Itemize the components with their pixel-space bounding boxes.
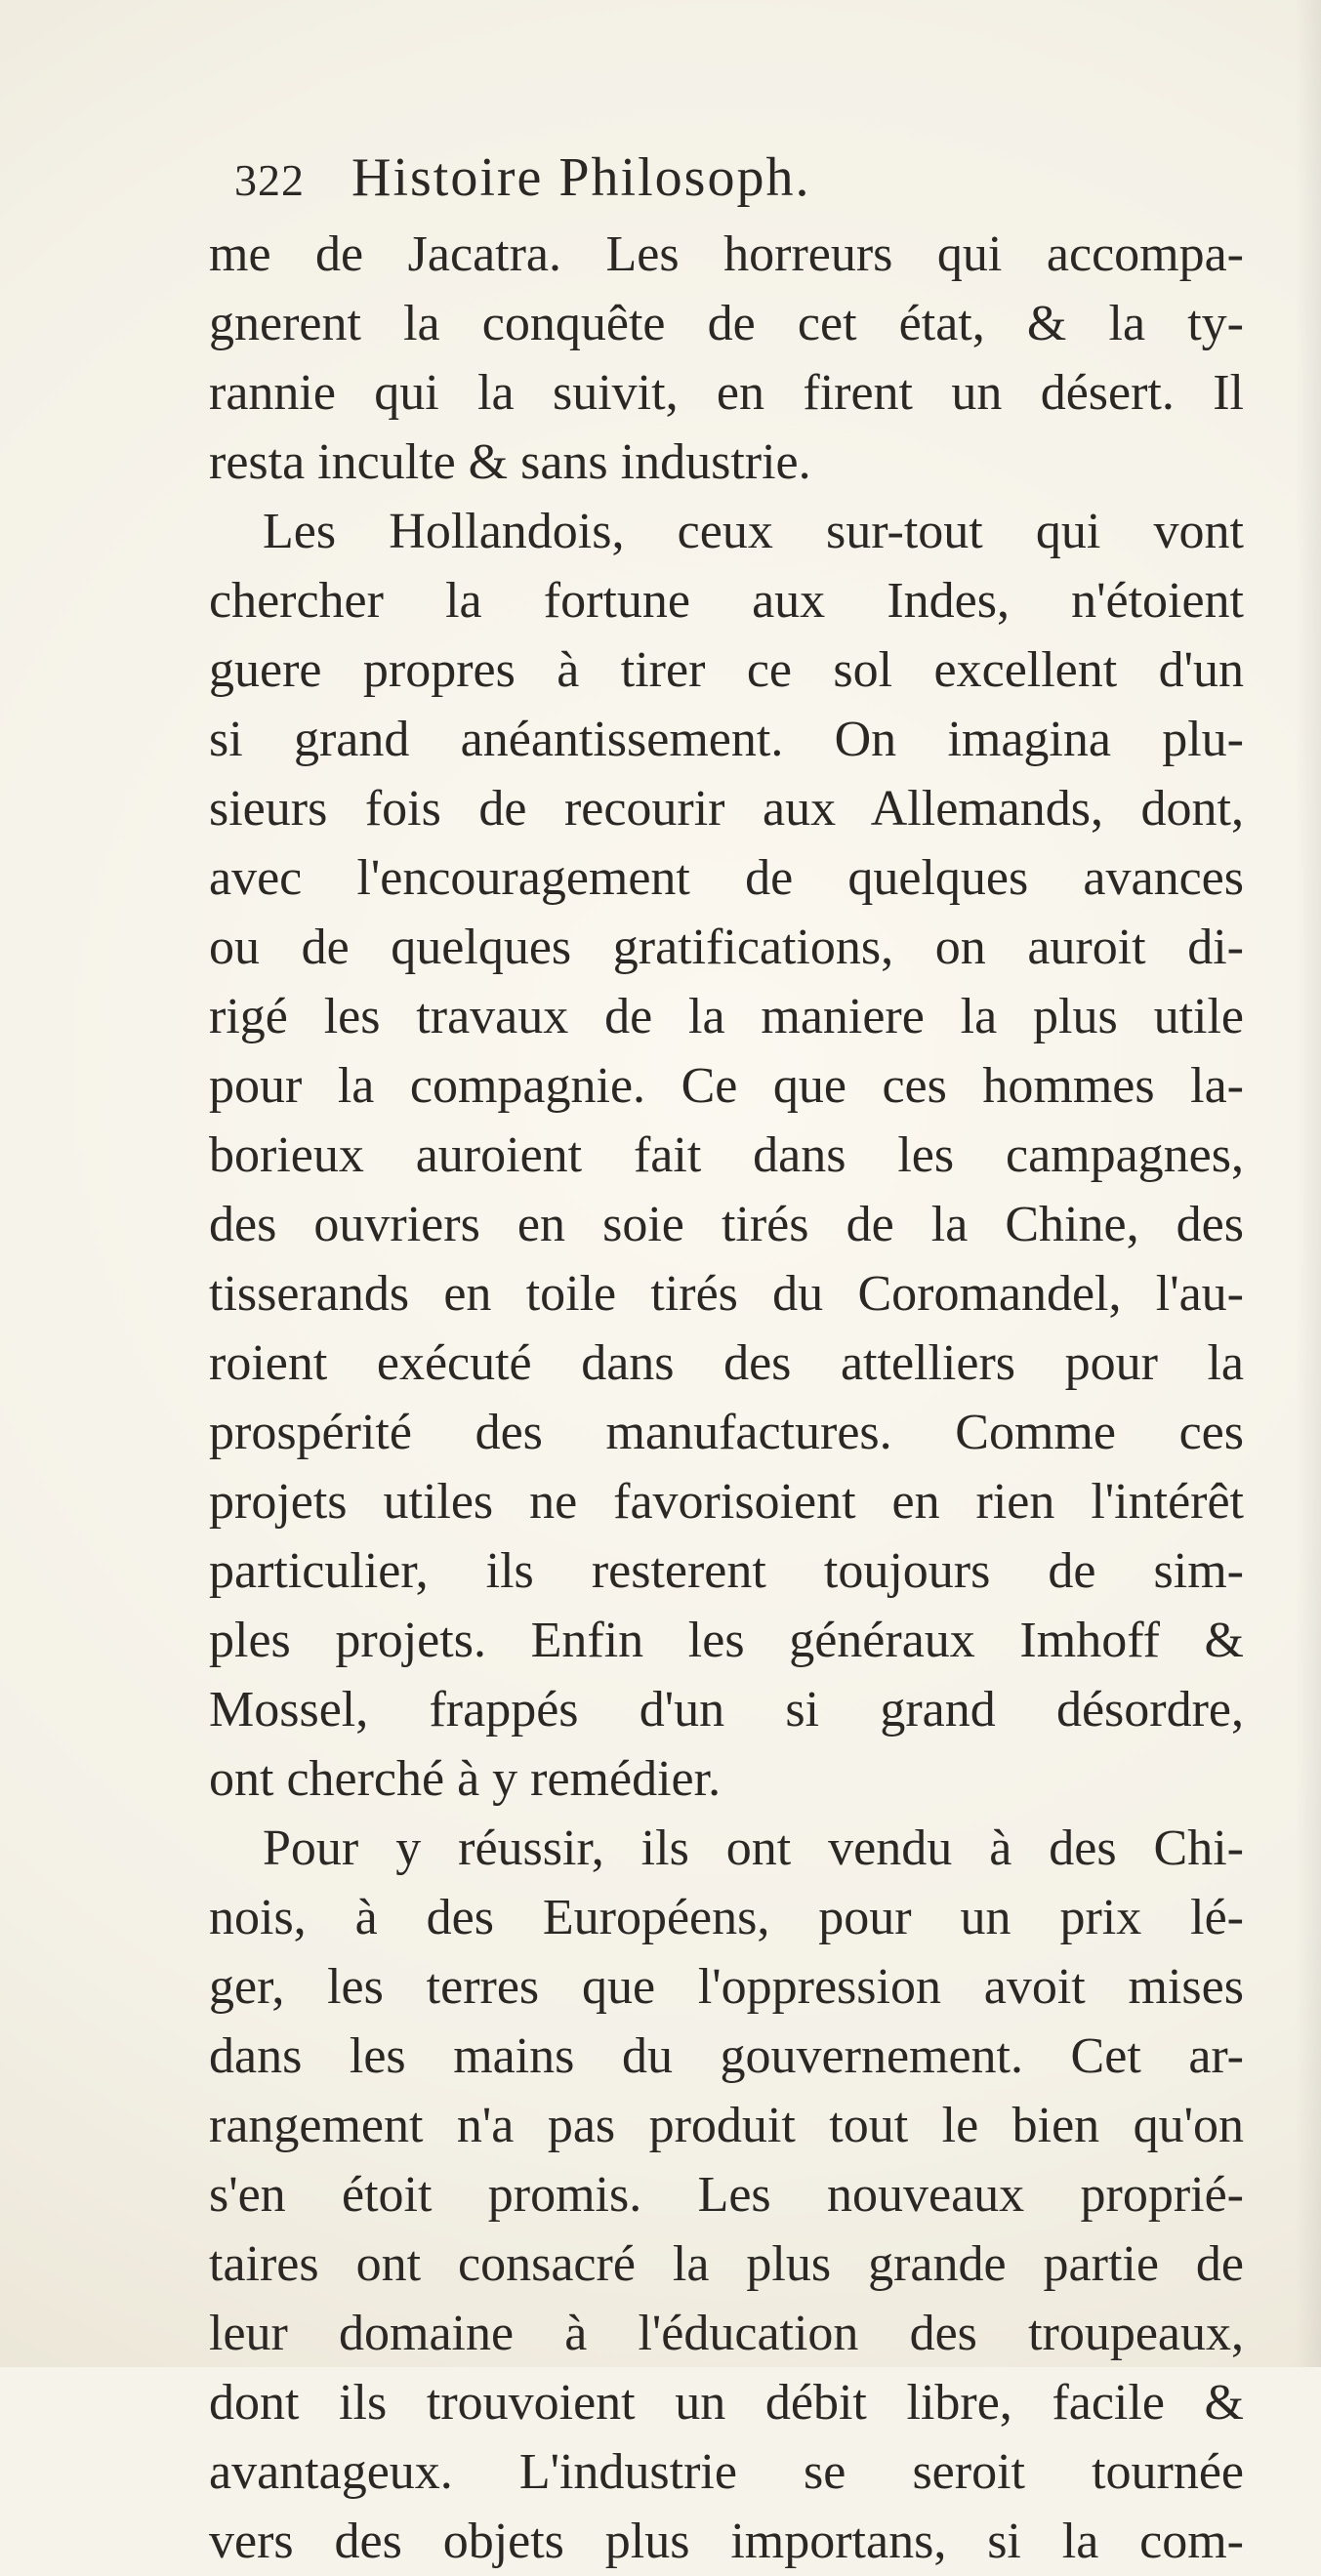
text-line: Pour y réussir, ils ont vendu à des Chi-: [263, 1820, 1244, 1876]
text-line: guere propres à tirer ce sol excellent d'un: [209, 642, 1244, 698]
text-line: nois, à des Européens, pour un prix lé-: [209, 1890, 1244, 1945]
text-line: ples projets. Enfin les généraux Imhoff &: [209, 1613, 1244, 1668]
running-header: [234, 146, 1191, 215]
text-line: Les Hollandois, ceux sur-tout qui vont: [263, 504, 1244, 559]
text-line: Mossel, frappés d'un si grand désordre,: [209, 1682, 1244, 1738]
text-line: des ouvriers en soie tirés de la Chine, des: [209, 1197, 1244, 1252]
text-line: particulier, ils resterent toujours de sim-: [209, 1543, 1244, 1599]
text-line: vers des objets plus importans, si la com-: [209, 2514, 1244, 2569]
text-line: rigé les travaux de la maniere la plus utile: [209, 989, 1244, 1044]
text-line: borieux auroient fait dans les campagnes,: [209, 1127, 1244, 1183]
text-line: rangement n'a pas produit tout le bien qu'on: [209, 2098, 1244, 2153]
text-line: dont ils trouvoient un débit libre, facile &: [209, 2375, 1244, 2431]
text-line: s'en étoit promis. Les nouveaux proprié-: [209, 2167, 1244, 2223]
text-line: pour la compagnie. Ce que ces hommes la-: [209, 1058, 1244, 1114]
text-line: projets utiles ne favorisoient en rien l'intérêt: [209, 1474, 1244, 1530]
text-line: roient exécuté dans des attelliers pour la: [209, 1335, 1244, 1391]
text-line: sieurs fois de recourir aux Allemands, dont,: [209, 781, 1244, 837]
text-line: avec l'encouragement de quelques avances: [209, 850, 1244, 906]
text-line: ger, les terres que l'oppression avoit mises: [209, 1959, 1244, 2015]
page-edge-shadow: [1296, 0, 1321, 2367]
text-line: me de Jacatra. Les horreurs qui accompa-: [209, 226, 1244, 282]
running-title: Histoire Philosoph.: [351, 147, 811, 208]
text-line: chercher la fortune aux Indes, n'étoient: [209, 573, 1244, 629]
page-number: 322: [234, 155, 305, 205]
text-line: dans les mains du gouvernement. Cet ar-: [209, 2028, 1244, 2084]
text-line: leur domaine à l'éducation des troupeaux,: [209, 2306, 1244, 2361]
text-line: prospérité des manufactures. Comme ces: [209, 1405, 1244, 1460]
text-line: gnerent la conquête de cet état, & la ty-: [209, 296, 1244, 351]
body-text: [209, 220, 1244, 2569]
text-line: rannie qui la suivit, en firent un désert. Il: [209, 365, 1244, 421]
text-line: tisserands en toile tirés du Coromandel, l'au-: [209, 1266, 1244, 1322]
text-line: resta inculte & sans industrie.: [209, 434, 811, 490]
text-line: avantageux. L'industrie se seroit tournée: [209, 2444, 1244, 2500]
text-line: si grand anéantissement. On imagina plu-: [209, 712, 1244, 767]
text-line: ont cherché à y remédier.: [209, 1751, 722, 1807]
text-line: taires ont consacré la plus grande partie de: [209, 2236, 1244, 2292]
text-line: ou de quelques gratifications, on auroit di-: [209, 920, 1244, 975]
